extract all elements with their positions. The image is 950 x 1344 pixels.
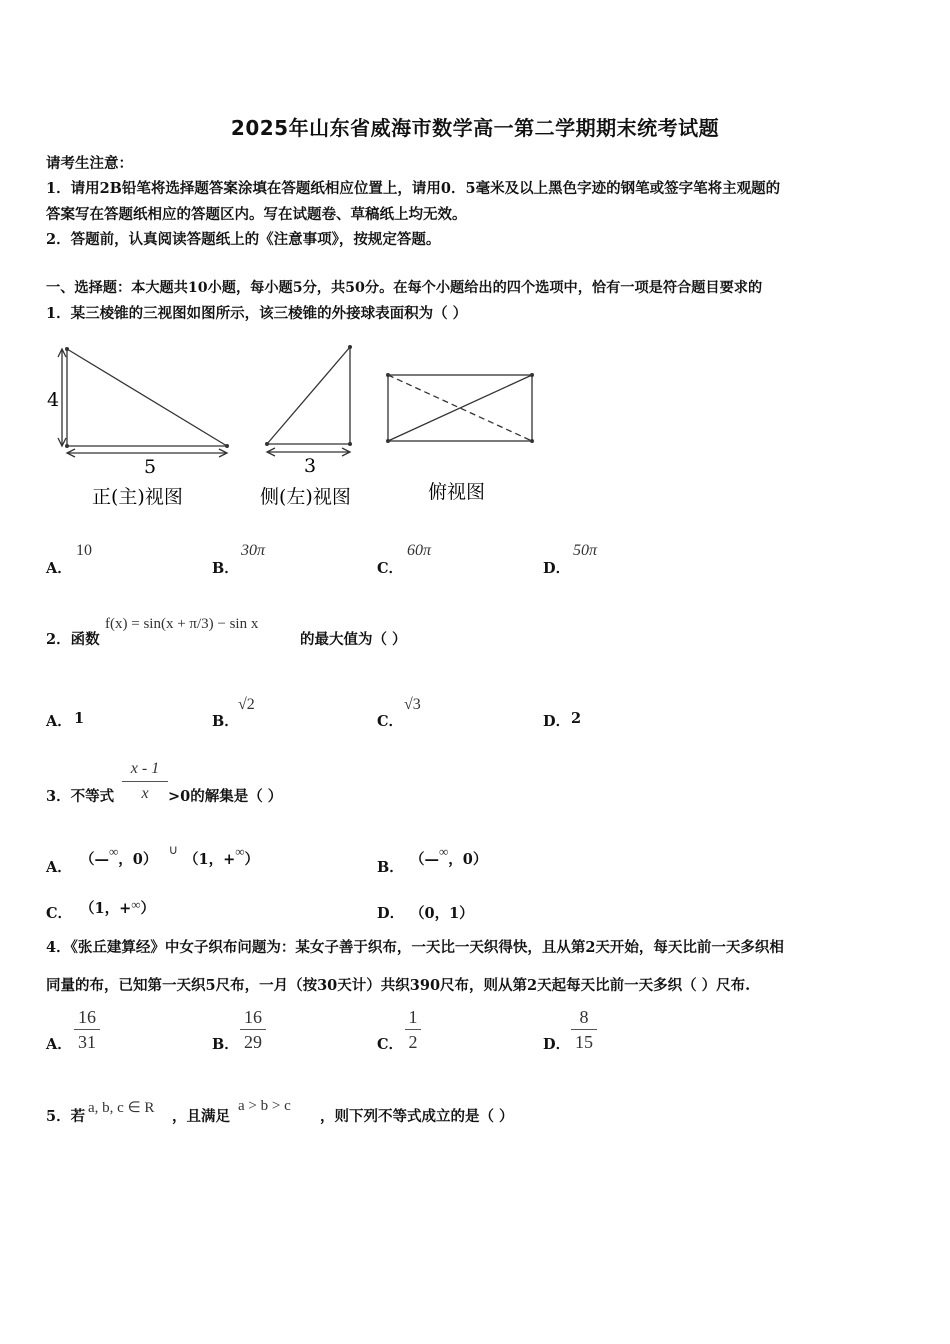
q3-denominator: x	[141, 785, 149, 802]
question-5-prefix: 5．若	[46, 1108, 86, 1125]
q4-option-d-fraction: 8 15	[571, 1006, 597, 1053]
question-4-line-1: 4．《张丘建算经》中女子织布问题为：某女子善于织布，一天比一天织得快，且从第2天开始，每天比前一天多织相	[46, 939, 784, 956]
question-5-suffix: ，则下列不等式成立的是（ ）	[320, 1108, 514, 1125]
q1-option-d-label[interactable]: D．	[543, 560, 571, 577]
fraction-bar	[122, 781, 168, 782]
notice-line-3: 2．答题前，认真阅读答题纸上的《注意事项》，按规定答题。	[46, 231, 441, 248]
q2-option-b-label[interactable]: B．	[212, 713, 239, 730]
q4-option-c-label[interactable]: C．	[377, 1036, 404, 1053]
q3-option-d-label[interactable]: D．	[377, 905, 405, 922]
question-2-prefix: 2．函数	[46, 631, 100, 648]
front-view	[58, 349, 227, 457]
q3-option-a-label[interactable]: A．	[46, 859, 72, 876]
q4-option-a-fraction: 16 31	[74, 1006, 100, 1053]
front-height-label: 4	[47, 389, 60, 411]
q1-option-c-label[interactable]: C．	[377, 560, 404, 577]
q2-option-a-label[interactable]: A．	[46, 713, 72, 730]
notice-line-2: 答案写在答题纸相应的答题区内。写在试题卷、草稿纸上均无效。	[46, 206, 467, 223]
q4-option-c-fraction: 1 2	[405, 1006, 421, 1053]
q2-option-c-label[interactable]: C．	[377, 713, 404, 730]
question-3-prefix: 3．不等式	[46, 788, 115, 805]
question-3-fraction	[122, 758, 168, 805]
q1-option-c-value: 60π	[407, 542, 432, 559]
question-1-stem: 1．某三棱锥的三视图如图所示，该三棱锥的外接球表面积为（ ）	[46, 305, 468, 322]
q1-option-d-value: 50π	[573, 542, 598, 559]
side-view-caption: 侧(左)视图	[260, 486, 351, 508]
question-5-mid: ，且满足	[172, 1108, 230, 1125]
q2-option-b-value: √2	[238, 696, 255, 713]
side-view	[267, 347, 350, 456]
front-width-label: 5	[144, 456, 157, 478]
q3-option-d-value: （0，1）	[410, 905, 474, 922]
q2-option-c-value: √3	[404, 696, 421, 713]
q2-option-d-value: 2	[571, 710, 582, 727]
q3-option-b-label[interactable]: B．	[377, 859, 404, 876]
question-3-suffix: >0的解集是（ ）	[168, 788, 283, 805]
q3-numerator: x - 1	[130, 760, 160, 777]
top-view-caption: 俯视图	[428, 481, 486, 503]
q3-option-a-value: （—∞，0） ∪（1，+∞）	[80, 842, 260, 868]
q3-option-c-value: （1，+∞）	[80, 897, 156, 917]
q4-option-b-label[interactable]: B．	[212, 1036, 239, 1053]
front-view-caption: 正(主)视图	[92, 486, 183, 508]
q2-option-a-value: 1	[74, 710, 85, 727]
side-width-label: 3	[304, 455, 317, 477]
q3-option-c-label[interactable]: C．	[46, 905, 73, 922]
top-view	[388, 375, 532, 441]
question-2-suffix: 的最大值为（ ）	[300, 631, 407, 648]
q1-option-b-value: 30π	[241, 542, 266, 559]
q1-option-a-value: 10	[76, 542, 92, 559]
notice-heading: 请考生注意：	[46, 155, 133, 172]
q3-option-b-value: （—∞，0）	[410, 844, 488, 868]
q1-option-a-label[interactable]: A．	[46, 560, 72, 577]
q2-option-d-label[interactable]: D．	[543, 713, 571, 730]
page-title: 2025年山东省威海市数学高一第二学期期末统考试题	[230, 116, 720, 140]
question-4-line-2: 同量的布，已知第一天织5尺布，一月（按30天计）共织390尺布，则从第2天起每天比前一天多织（ ）尺布.	[46, 977, 751, 994]
q1-option-b-label[interactable]: B．	[212, 560, 239, 577]
q4-option-b-fraction: 16 29	[240, 1006, 266, 1053]
section-heading: 一、选择题：本大题共10小题，每小题5分，共50分。在每个小题给出的四个选项中，恰有一项是符合题目要求的	[46, 280, 763, 296]
q4-option-a-label[interactable]: A．	[46, 1036, 72, 1053]
notice-line-1: 1．请用2B铅笔将选择题答案涂填在答题纸相应位置上，请用0．5毫米及以上黑色字迹的钢笔或签字笔将主观题的	[46, 180, 781, 197]
question-5-condition-2: a > b > c	[238, 1098, 291, 1114]
question-5-condition-1: a, b, c ∈ R	[88, 1100, 155, 1116]
three-view-figure	[40, 335, 560, 520]
q4-option-d-label[interactable]: D．	[543, 1036, 571, 1053]
question-2-formula: f(x) = sin(x + π/3) − sin x	[105, 616, 259, 632]
